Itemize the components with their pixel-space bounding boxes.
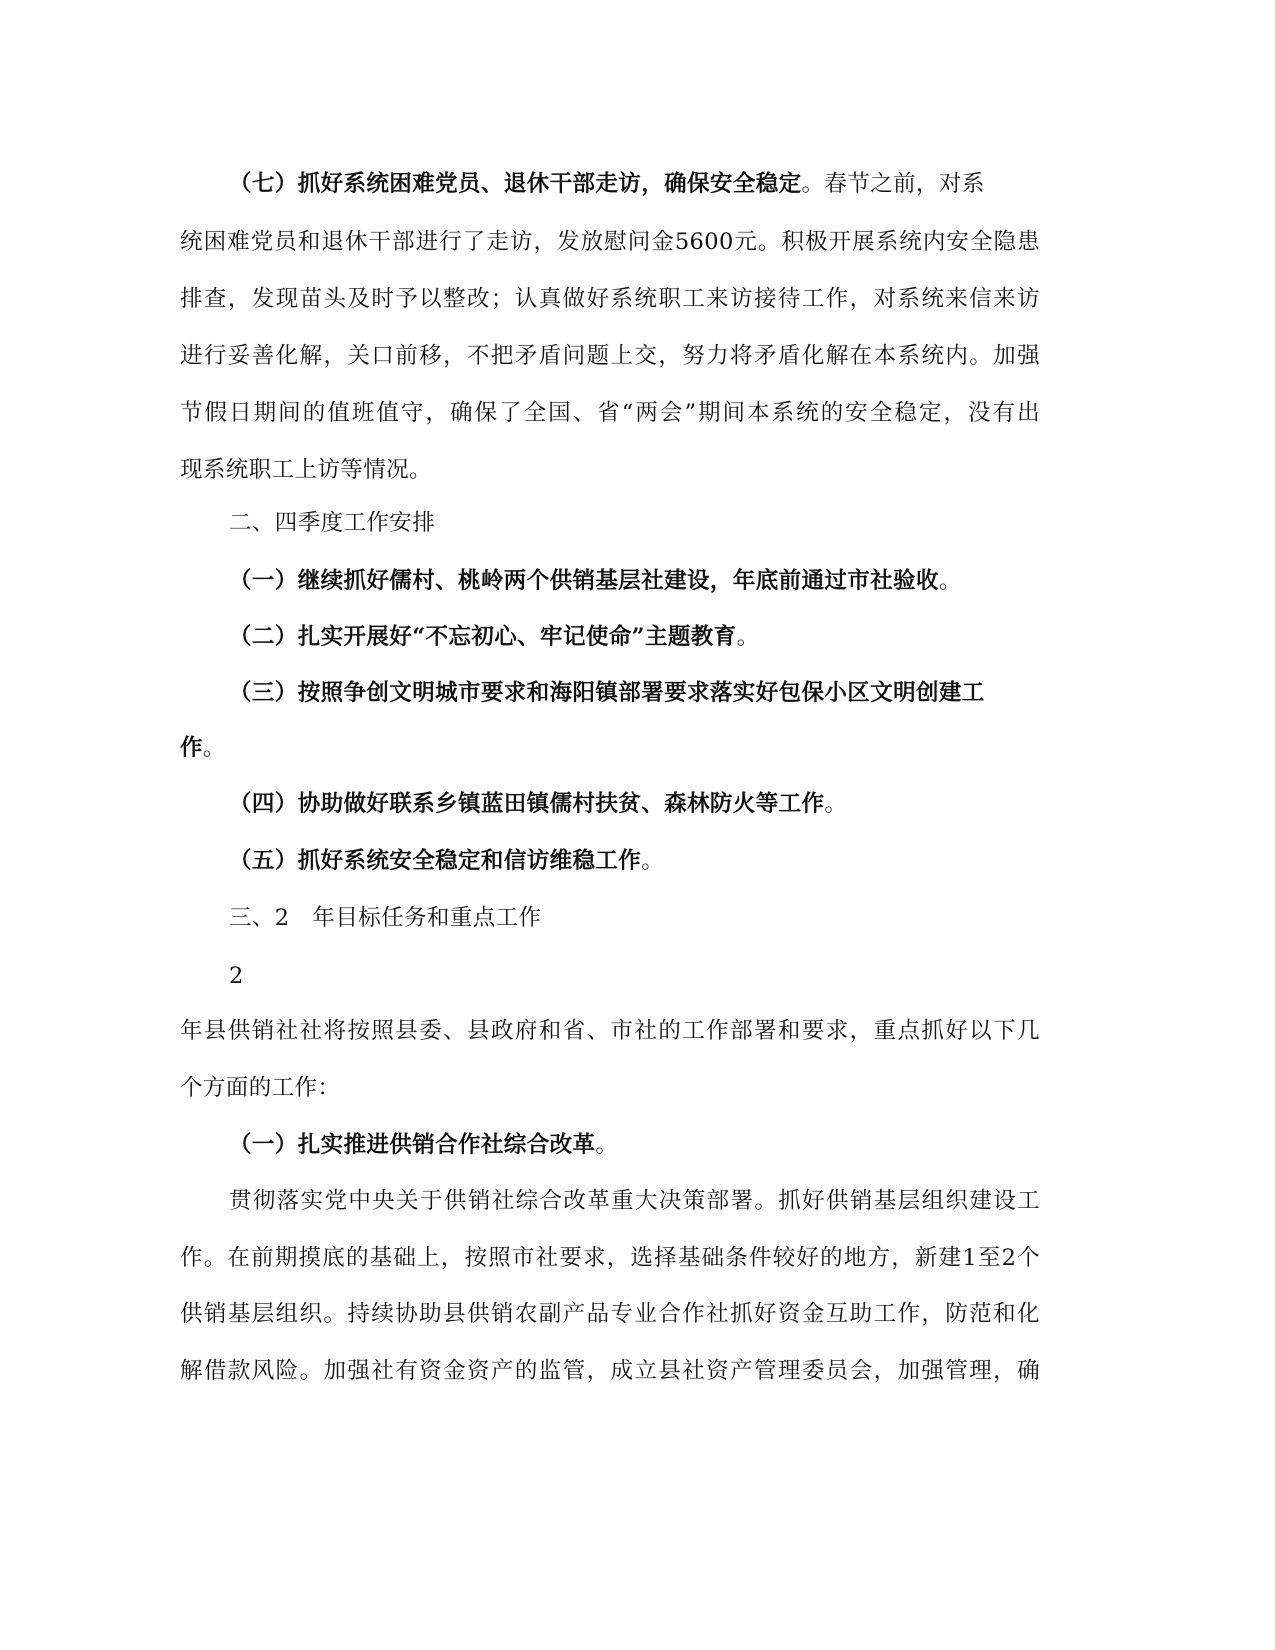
section-7-line-4: 进行妥善化解，关口前移，不把矛盾问题上交，努力将矛盾化解在本系统内。加强 xyxy=(180,343,1040,369)
part-2-item-4-text: （四）协助做好联系乡镇蓝田镇儒村扶贫、森林防火等工作 xyxy=(229,791,825,817)
part-2-item-2-text: （二）扎实开展好“不忘初心、牢记使命”主题教育 xyxy=(229,624,737,650)
part-3-sub-1-heading-end: 。 xyxy=(595,1132,619,1158)
part-3-para-line-2: 作。在前期摸底的基础上，按照市社要求，选择基础条件较好的地方，新建1至2个 xyxy=(180,1245,1040,1271)
part-2-item-5-text: （五）抓好系统安全稳定和信访维稳工作 xyxy=(229,848,642,874)
part-2-item-5 xyxy=(229,845,1089,877)
part-3-intro-line-1: 年县供销社社将按照县委、县政府和省、市社的工作部署和要求，重点抓好以下几 xyxy=(180,1018,1040,1044)
part-2-item-2 xyxy=(229,621,1089,653)
part-2-item-3-line-2 xyxy=(180,732,1040,764)
part-2-item-4 xyxy=(229,788,1089,820)
part-2-item-3-text-2: 作 xyxy=(180,735,203,761)
part-3-sub-1-heading-text: （一）扎实推进供销合作社综合改革 xyxy=(229,1132,596,1158)
part-2-title: 二、四季度工作安排 xyxy=(229,510,436,536)
part-2-item-4-end: 。 xyxy=(824,791,848,817)
section-7-line-1 xyxy=(229,168,1089,200)
section-7-line-1-rest: 。春节之前，对系 xyxy=(801,171,985,197)
part-3-para-line-4: 解借款风险。加强社有资金资产的监管，成立县社资产管理委员会，加强管理，确 xyxy=(180,1358,1040,1384)
part-3-year-fragment: 2 xyxy=(229,963,244,989)
part-3-para-line-3: 供销基层组织。持续协助县供销农副产品专业合作社抓好资金互助工作，防范和化 xyxy=(180,1301,1040,1327)
section-7-heading: （七）抓好系统困难党员、退休干部走访，确保安全稳定 xyxy=(229,171,802,197)
part-3-sub-1-heading xyxy=(229,1129,1089,1161)
part-2-item-2-end: 。 xyxy=(736,624,760,650)
part-2-item-3-line-1 xyxy=(229,677,1089,709)
section-7-line-2: 统困难党员和退休干部进行了走访，发放慰问金5600元。积极开展系统内安全隐患 xyxy=(180,229,1040,255)
part-2-item-3-end: 。 xyxy=(202,735,226,761)
part-2-item-1-end: 。 xyxy=(938,568,962,594)
section-7-line-5: 节假日期间的值班值守，确保了全国、省“两会”期间本系统的安全稳定，没有出 xyxy=(180,400,1040,426)
part-3-title: 三、2 年目标任务和重点工作 xyxy=(229,905,542,931)
section-7-line-6: 现系统职工上访等情况。 xyxy=(180,457,432,483)
part-3-intro-line-2: 个方面的工作： xyxy=(180,1075,341,1101)
part-2-item-5-end: 。 xyxy=(641,848,665,874)
section-7-line-3: 排查，发现苗头及时予以整改；认真做好系统职工来访接待工作，对系统来信来访 xyxy=(180,286,1040,312)
part-2-item-3-text-1: （三）按照争创文明城市要求和海阳镇部署要求落实好包保小区文明创建工 xyxy=(229,680,985,706)
part-2-item-1-text: （一）继续抓好儒村、桃岭两个供销基层社建设，年底前通过市社验收 xyxy=(229,568,939,594)
part-2-item-1 xyxy=(229,565,1089,597)
part-3-para-line-1: 贯彻落实党中央关于供销社综合改革重大决策部署。抓好供销基层组织建设工 xyxy=(229,1188,1040,1214)
